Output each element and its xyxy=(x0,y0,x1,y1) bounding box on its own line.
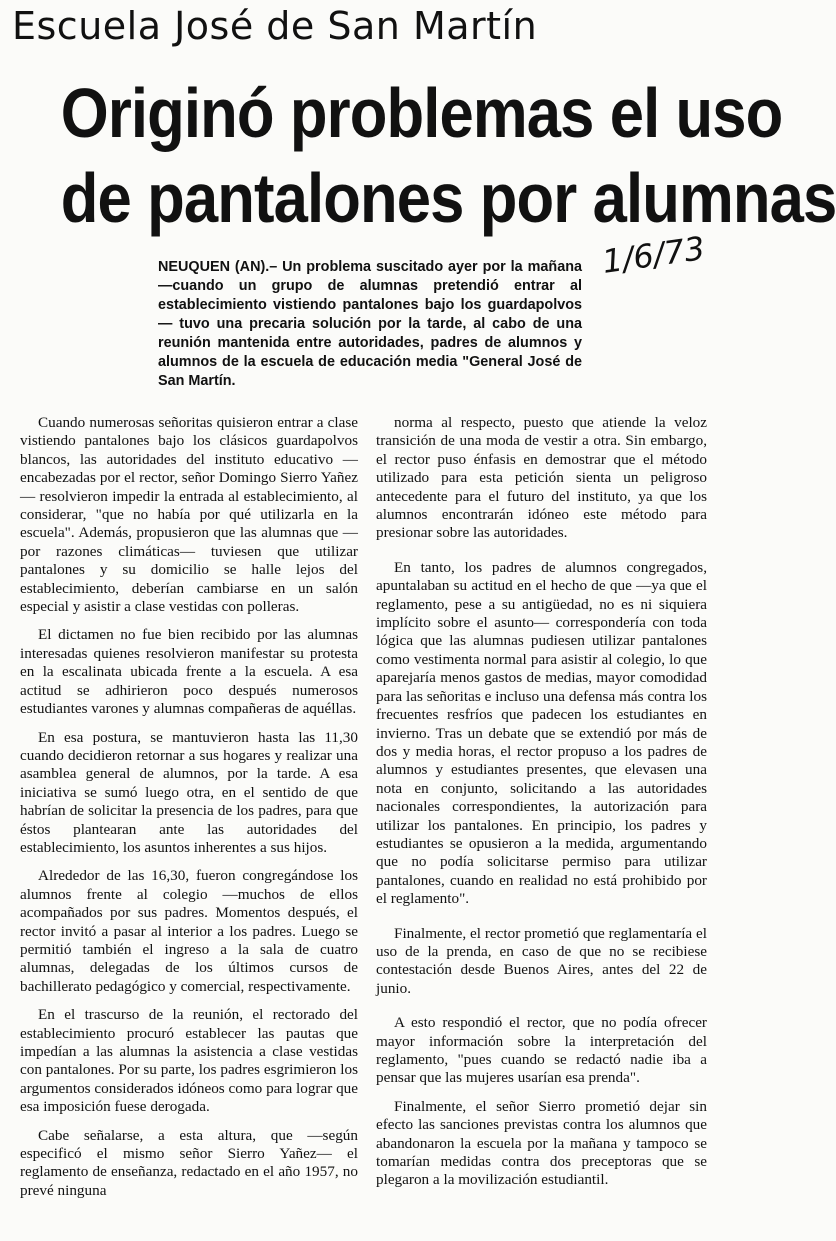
article-paragraph: A esto respondió el rector, que no podía ofrecer mayor información sobre la interpretación del reglamento, "pues cuando se redactó nadie iba a pensar que las mujeres usarían esa prenda". xyxy=(376,1014,707,1087)
article-paragraph: Cabe señalarse, a esta altura, que —según especificó el mismo señor Sierro Yañez— el reglamento de enseñanza, redactado en el año 1957, no prevé ninguna xyxy=(20,1126,358,1199)
article-column-left xyxy=(20,414,358,1200)
article-paragraph: Alrededor de las 16,30, fueron congregándose los alumnos frente al colegio —muchos de ellos acompañados por sus padres. Momentos después, el rector invitó a pasar al interior a los padres. Luego se permitió también el ingreso a la sala de cuatro alumnas, delegadas de los últimos cursos de bachillerato pedagógico y comercial, respectivamente. xyxy=(20,867,358,995)
section-kicker: Escuela José de San Martín xyxy=(12,4,538,48)
article-paragraph: En el trascurso de la reunión, el rectorado del establecimiento procuró establecer las pautas que impedían a las alumnas la asistencia a clase vestidas con pantalones. Por su parte, los padres esgrimieron los argumentos considerados idóneos como para lograr que esa imposición fuese derogada. xyxy=(20,1006,358,1116)
lead-paragraph: NEUQUEN (AN).– Un problema suscitado ayer por la mañana —cuando un grupo de alumnas pretendió entrar al establecimiento vistiendo pantalones bajo los guardapolvos— tuvo una precaria solución por la tarde, al cabo de una reunión mantenida entre autoridades, padres de alumnos y alumnos de la escuela de educación media "General José de San Martín. xyxy=(158,259,582,389)
article-paragraph: Finalmente, el señor Sierro prometió dejar sin efecto las sanciones previstas contra los alumnos que abandonaron la escuela por la mañana y tampoco se tomarían medidas contra dos preceptoras que se plegaron a la movilización estudiantil. xyxy=(376,1097,707,1189)
article-paragraph: El dictamen no fue bien recibido por las alumnas interesadas quienes resolvieron manifestar su protesta en la escalinata ubicada frente a la escuela. A esa actitud se adhirieron poco después numerosos estudiantes varones y alumnas compañeras de aquéllas. xyxy=(20,626,358,718)
article-paragraph: En esa postura, se mantuvieron hasta las 11,30 cuando decidieron retornar a sus hogares y realizar una asamblea general de alumnos, por la tarde. A esa iniciativa se sumó luego otra, en el sentido de que habrían de solicitar la presencia de los padres, para que éstos plantearan ante las autoridades del establecimiento, los asuntos inherentes a sus hijos. xyxy=(20,728,358,856)
article-paragraph: En tanto, los padres de alumnos congregados, apuntalaban su actitud en el hecho de que —ya que el reglamento, pese a su antigüedad, no es ni siquiera implícito sobre el asunto— correspondería con toda lógica que las alumnas pudiesen utilizar pantalones como vestimenta normal para asistir al colegio, lo que aparejaría menos gastos de medias, mayor comodidad para las señoritas e incluso una defensa más contra los frecuentes resfríos que padecen los estudiantes en invierno. Tras un debate que se extendió por más de dos y media horas, el rector propuso a los padres de alumnos y estudiantes presentes, que elevasen una nota en conjunto, solicitando a las autoridades nacionales correspondientes, la autorización para utilizar los pantalones. En principio, los padres y estudiantes se opusieron a la medida, argumentando que no podía solicitarse permiso para utilizar pantalones, cuando en realidad no está prohibido por el reglamento". xyxy=(376,558,707,908)
headline-line-1: Originó problemas el uso xyxy=(60,74,783,152)
article-paragraph: norma al respecto, puesto que atiende la veloz transición de una moda de vestir a otra. Sin embargo, el rector puso énfasis en demostrar que el método utilizado para esta petición sienta un peligroso antecedente para el futuro del instituto, ya que los alumnos encontrarán idóneo este método para presionar sobre las autoridades. xyxy=(376,414,707,542)
article-paragraph: Cuando numerosas señoritas quisieron entrar a clase vistiendo pantalones bajo los clásicos guardapolvos blancos, las autoridades del instituto educativo —encabezadas por el rector, señor Domingo Sierro Yañez— resolvieron impedir la entrada al establecimiento, al considerar, "que no había por qué utilizarla en la escuela". Además, propusieron que las alumnas que —por razones climáticas— tuviesen que utilizar pantalones y su domicilio se halle lejos del establecimiento, deberían cambiarse en un salón especial y asistir a clase vestidas con polleras. xyxy=(20,414,358,616)
headline-line-2: de pantalones por alumnas xyxy=(60,159,836,237)
article-paragraph: Finalmente, el rector prometió que reglamentaría el uso de la prenda, en caso de que no se recibiese contestación desde Buenos Aires, antes del 22 de junio. xyxy=(376,924,707,997)
article-column-right xyxy=(376,414,707,1190)
handwritten-date: 1/6/73 xyxy=(599,229,708,281)
